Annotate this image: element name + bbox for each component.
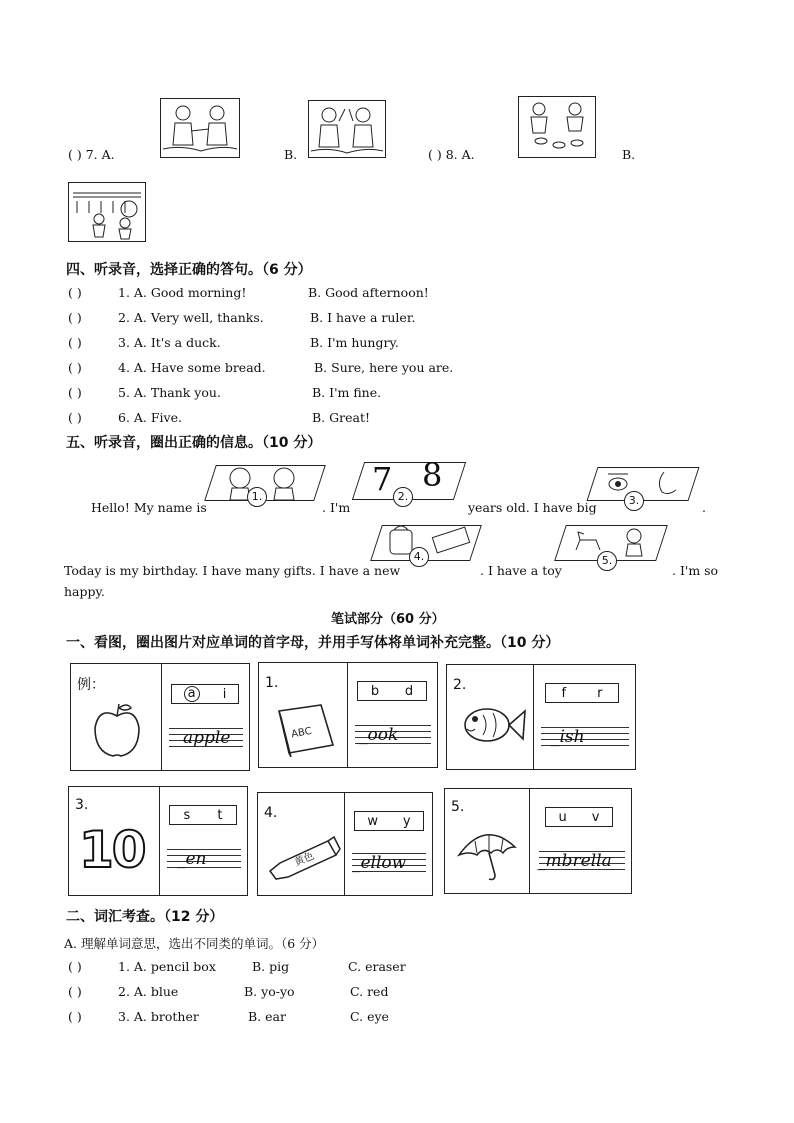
s4-option-a: 3. A. It's a duck. [118,335,221,350]
s4-paren: ( ) [68,385,82,400]
s5-text-period: . [702,500,706,515]
s4-option-a: 1. A. Good morning! [118,285,247,300]
letter-choices[interactable] [545,807,613,827]
letter-choice-d[interactable]: d [404,683,414,699]
eye-ear-icon [596,466,696,500]
s4-option-a: 4. A. Have some bread. [118,360,266,375]
section4-title: 四、听录音，选择正确的答句。（6 分） [66,262,312,278]
letter-choices[interactable] [354,811,424,831]
s5-text-birthday: Today is my birthday. I have many gifts. I have a new [64,563,401,578]
s4-option-b: B. Sure, here you are. [314,360,454,375]
handwritten-word: _ish [551,727,585,747]
q8-picture-a [518,96,596,158]
vocab-paren: ( ) [68,959,82,974]
age-option-8: 8 [422,456,443,494]
handwritten-word: _en [177,849,207,869]
age-option-7: 7 [372,460,393,498]
card-3 [68,786,248,896]
written-header: 笔试部分（60 分） [331,612,445,627]
book-icon [275,701,337,757]
s5-text-age: . I'm [322,500,351,515]
vocab-paren: ( ) [68,984,82,999]
q8-label: ( ) 8. A. [428,147,475,162]
vocab-option-a: 1. A. pencil box [118,959,216,974]
fish-icon [457,699,529,751]
letter-choice-r[interactable]: r [597,685,603,701]
q7-picture-b [308,100,386,158]
vocab-option-c: C. eraser [348,959,406,974]
s4-option-b: B. I'm hungry. [310,335,399,350]
vocab-paren: ( ) [68,1009,82,1024]
handwritten-word: _mbrella [537,851,612,871]
letter-choice-a-circled[interactable]: a [184,686,200,702]
vocab-option-c: C. eye [350,1009,389,1024]
paint-tube-text: 黄色 [293,850,316,869]
vocab-option-c: C. red [350,984,389,999]
q7-picture-a [160,98,240,158]
circle-label-2: 2. [393,487,413,507]
handwritten-word: _ellow [352,853,407,873]
vocab-option-a: 2. A. blue [118,984,179,999]
letter-choice-u[interactable]: u [558,809,567,825]
s4-paren: ( ) [68,335,82,350]
letter-choices[interactable] [169,805,237,825]
s4-paren: ( ) [68,360,82,375]
card-2 [446,664,636,770]
number-ten-picture: 10 [79,821,145,879]
card-number: 2. [453,677,467,693]
vocab-option-b: B. yo-yo [244,984,295,999]
q7-b-label: B. [284,147,298,162]
letter-choice-b[interactable]: b [370,683,380,699]
q7-label: ( ) 7. A. [68,147,115,162]
s4-option-a: 2. A. Very well, thanks. [118,310,264,325]
card-4 [257,792,433,896]
s4-option-b: B. I have a ruler. [310,310,416,325]
handwritten-word: apple [183,728,231,748]
s5-text-name: Hello! My name is [91,500,207,515]
vocab-option-b: B. pig [252,959,290,974]
s4-paren: ( ) [68,410,82,425]
letter-choices[interactable] [357,681,427,701]
s4-option-b: B. Great! [312,410,370,425]
letter-choices[interactable] [171,684,239,704]
circle-label-1: 1. [247,487,267,507]
book-cover-text: ABC [290,725,313,741]
letter-choice-y[interactable]: y [402,813,411,829]
s4-option-a: 5. A. Thank you. [118,385,221,400]
card-number: 3. [75,797,89,813]
circle-label-3: 3. [624,491,644,511]
letter-choice-s[interactable]: s [183,807,191,823]
vocab-option-b: B. ear [248,1009,286,1024]
card-example [70,663,250,771]
s4-option-b: B. Good afternoon! [308,285,429,300]
s5-text-happy: happy. [64,584,105,599]
letter-choice-w[interactable]: w [367,813,379,829]
s4-paren: ( ) [68,285,82,300]
letter-choice-t[interactable]: t [217,807,223,823]
s5-text-years: years old. I have big [468,500,597,515]
circle-label-5: 5. [597,551,617,571]
letter-choice-v[interactable]: v [591,809,600,825]
card-5 [444,788,632,894]
vocab-option-a: 3. A. brother [118,1009,199,1024]
letter-choice-f[interactable]: f [561,685,567,701]
card-number: 例： [77,677,105,693]
letter-choices[interactable] [545,683,619,703]
card-number: 1. [265,675,279,691]
s4-option-a: 6. A. Five. [118,410,182,425]
q8-picture-b [68,182,146,242]
umbrella-icon [455,825,523,885]
card-1 [258,662,438,768]
apple-icon [89,700,145,760]
part2-subtitle: A. 理解单词意思，选出不同类的单词。（6 分） [64,936,325,951]
q8-b-label: B. [622,147,636,162]
section5-title: 五、听录音，圈出正确的信息。（10 分） [66,435,322,451]
handwritten-word: _ook [359,725,399,745]
letter-choice-i[interactable]: i [222,686,227,702]
paint-tube-icon [266,833,342,883]
s4-option-b: B. I'm fine. [312,385,382,400]
card-number: 5. [451,799,465,815]
part2-title: 二、词汇考查。（12 分） [66,909,224,925]
s4-paren: ( ) [68,310,82,325]
circle-label-4: 4. [409,547,429,567]
card-number: 4. [264,805,278,821]
s5-text-so: . I'm so [672,563,719,578]
s5-text-toy: . I have a toy [480,563,562,578]
part1-title: 一、看图，圈出图片对应单词的首字母，并用手写体将单词补充完整。（10 分） [66,635,560,651]
